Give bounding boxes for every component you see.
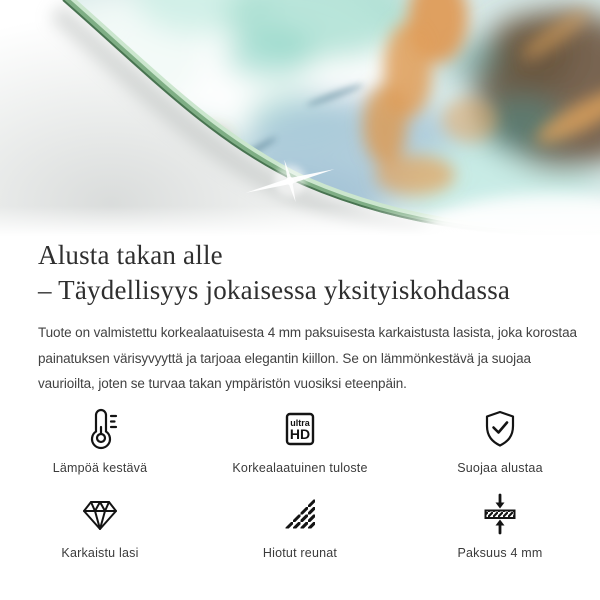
feature-label: Lämpöä kestävä [52, 460, 148, 475]
diamond-icon [78, 492, 122, 536]
shield-check-icon [478, 407, 522, 451]
svg-text:HD: HD [289, 425, 311, 442]
hero-photo [0, 0, 600, 236]
page-title [38, 238, 570, 308]
feature-polished-edges [200, 492, 400, 561]
feature-heat-resistant [0, 407, 200, 476]
ultra-hd-icon [278, 407, 322, 451]
feature-label: Hiotut reunat [262, 545, 338, 560]
title-line-1: Alusta takan alle [38, 240, 223, 270]
feature-label: Paksuus 4 mm [457, 545, 543, 560]
feature-thickness [400, 492, 600, 561]
title-line-2: – Täydellisyys jokaisessa yksityiskohdassa [38, 275, 511, 305]
glass-panel-photo [0, 0, 600, 236]
feature-protects-surface [400, 407, 600, 476]
thermometer-icon [78, 407, 122, 451]
polished-edges-icon [278, 492, 322, 536]
feature-label: Suojaa alustaa [457, 460, 543, 475]
feature-grid [0, 407, 600, 561]
product-description: Tuote on valmistettu korkealaatuisesta 4 mm paksuisesta karkaistusta lasista, joka korostaa painatuksen värisyvyyttä ja tarjoaa elegantin kiillon. Se on lämmönkestävä ja suojaa vaurioilta, joten se turvaa takan ympäristön vuosiksi eteenpäin. [38, 325, 577, 391]
svg-text:ultra: ultra [290, 417, 310, 428]
feature-label: Korkealaatuinen tuloste [232, 460, 368, 475]
feature-label: Karkaistu lasi [61, 545, 139, 560]
thickness-icon [478, 492, 522, 536]
feature-tempered-glass [0, 492, 200, 561]
feature-ultra-hd-print [200, 407, 400, 476]
